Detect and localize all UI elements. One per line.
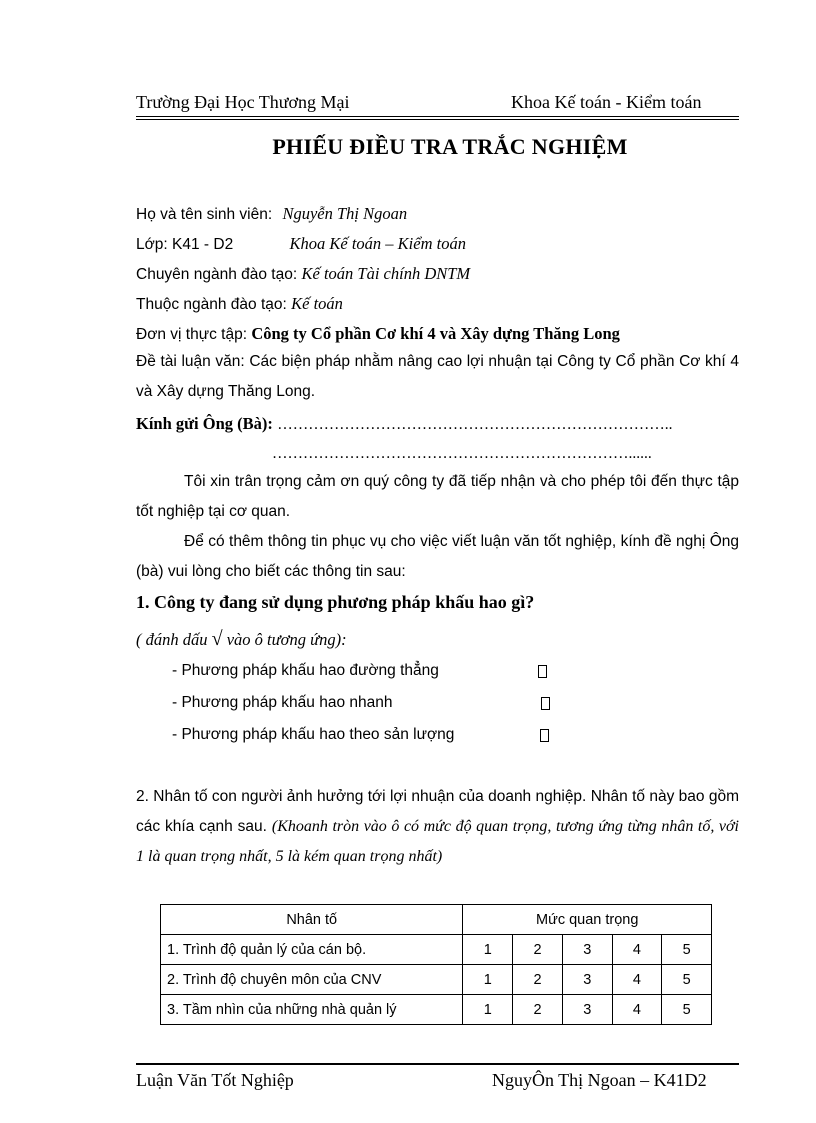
header-rule — [136, 116, 739, 117]
checkmark-icon: √ — [211, 628, 223, 650]
thesis-topic: Đề tài luận văn: Các biện pháp nhằm nâng cao lợi nhuận tại Công ty Cổ phần Cơ khí 4 và Xây dựng Thăng Long. — [136, 353, 739, 400]
header-school: Trường Đại Học Thương Mại — [136, 92, 350, 112]
level-cell[interactable]: 5 — [662, 935, 712, 965]
question-1-hint — [136, 628, 347, 651]
class-label: Lớp: K41 - D2 — [136, 236, 234, 253]
question-2-hint: (Khoanh tròn vào ô có mức độ quan trọng, tương ứng từng nhân tố, với 1 là quan trọng nhất, 5 là kém quan trọng nhất) — [136, 818, 740, 865]
header-factor: Nhân tố — [161, 905, 463, 935]
hint-open: ( đánh dấu — [136, 630, 212, 649]
level-cell[interactable]: 1 — [463, 965, 513, 995]
hint-close: vào ô tương ứng): — [222, 630, 347, 649]
field-label: Thuộc ngành đào tạo: — [136, 296, 287, 313]
level-cell[interactable]: 2 — [513, 995, 563, 1025]
option-units-of-production: - Phương pháp khấu hao theo sản lượng — [172, 726, 455, 743]
footer-left: Luận Văn Tốt Nghiệp — [136, 1070, 294, 1090]
factor-cell: 1. Trình độ quản lý của cán bộ. — [161, 935, 463, 965]
checkbox-units-of-production[interactable] — [540, 729, 549, 742]
header-rule-second — [136, 119, 739, 120]
student-line — [136, 204, 407, 224]
table-row — [161, 965, 712, 995]
header-faculty: Khoa Kế toán - Kiểm toán — [511, 92, 702, 112]
unit-line — [136, 324, 620, 344]
level-cell[interactable]: 1 — [463, 995, 513, 1025]
table-row — [161, 935, 712, 965]
major-value: Kế toán Tài chính DNTM — [301, 264, 471, 283]
question-1-title: 1. Công ty đang sử dụng phương pháp khấu hao gì? — [136, 592, 535, 612]
factor-cell: 2. Trình độ chuyên môn của CNV — [161, 965, 463, 995]
table-row — [161, 995, 712, 1025]
level-cell[interactable]: 4 — [612, 995, 662, 1025]
question-2-statement: 2. Nhân tố con người ảnh hưởng tới lợi nhuận của doanh nghiệp. Nhân tố này bao gồm các khía cạnh sau. — [136, 788, 739, 835]
field-line — [136, 294, 343, 314]
checkbox-straight-line[interactable] — [538, 665, 547, 678]
dear-line — [136, 414, 672, 434]
option-accelerated: - Phương pháp khấu hao nhanh — [172, 694, 393, 711]
major-line — [136, 264, 470, 284]
intro-paragraph-1: Tôi xin trân trọng cảm ơn quý công ty đã tiếp nhận và cho phép tôi đến thực tập tốt nghiệp tại cơ quan. — [136, 473, 739, 520]
level-cell[interactable]: 1 — [463, 935, 513, 965]
class-line — [136, 234, 466, 254]
level-cell[interactable]: 2 — [513, 935, 563, 965]
level-cell[interactable]: 3 — [562, 965, 612, 995]
unit-label: Đơn vị thực tập: — [136, 326, 247, 343]
major-label: Chuyên ngành đào tạo: — [136, 266, 298, 283]
dear-dots: ………………………………………………………………….. — [277, 416, 673, 433]
dear-label: Kính gửi Ông (Bà): — [136, 414, 273, 433]
table-header-row — [161, 905, 712, 935]
factor-cell: 3. Tầm nhìn của những nhà quản lý — [161, 995, 463, 1025]
importance-table — [160, 904, 712, 1025]
student-label: Họ và tên sinh viên: — [136, 206, 273, 223]
footer-rule — [136, 1063, 739, 1065]
student-name: Nguyễn Thị Ngoan — [282, 204, 408, 223]
header-importance: Mức quan trọng — [463, 905, 712, 935]
page-title: PHIẾU ĐIỀU TRA TRẮC NGHIỆM — [272, 134, 628, 159]
unit-value: Công ty Cổ phần Cơ khí 4 và Xây dựng Thăng Long — [251, 324, 620, 343]
level-cell[interactable]: 3 — [562, 995, 612, 1025]
dots-line: ……………………………………………………………...... — [272, 445, 652, 462]
level-cell[interactable]: 2 — [513, 965, 563, 995]
footer-right: NguyÔn Thị Ngoan – K41D2 — [492, 1070, 707, 1090]
class-department: Khoa Kế toán – Kiểm toán — [289, 234, 466, 253]
intro-paragraph-2: Để có thêm thông tin phục vụ cho việc viết luận văn tốt nghiệp, kính đề nghị Ông (bà) vui lòng cho biết các thông tin sau: — [136, 533, 739, 580]
level-cell[interactable]: 4 — [612, 935, 662, 965]
level-cell[interactable]: 5 — [662, 965, 712, 995]
field-value: Kế toán — [291, 294, 343, 313]
level-cell[interactable]: 5 — [662, 995, 712, 1025]
level-cell[interactable]: 3 — [562, 935, 612, 965]
checkbox-accelerated[interactable] — [541, 697, 550, 710]
question-2-text — [136, 782, 739, 872]
level-cell[interactable]: 4 — [612, 965, 662, 995]
option-straight-line: - Phương pháp khấu hao đường thẳng — [172, 662, 439, 679]
